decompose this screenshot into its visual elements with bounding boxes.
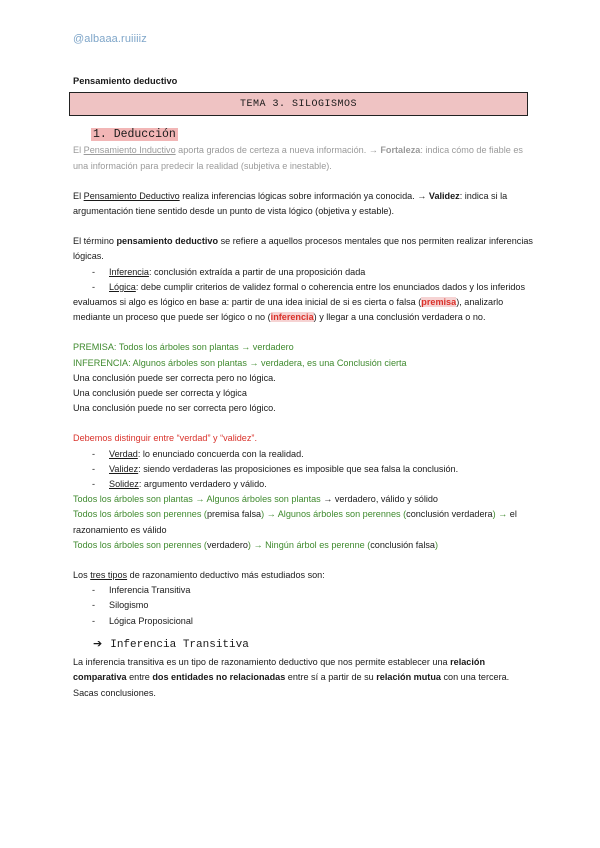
definitions-list xyxy=(73,265,533,295)
conclusion-line: Una conclusión puede ser correcta pero no lógica. xyxy=(73,372,276,383)
example-line-1: Todos los árboles son plantas → Algunos árboles son plantas → verdadero, válido y sólido xyxy=(73,494,438,505)
deductive-paragraph: El Pensamiento Deductivo realiza inferencias lógicas sobre información ya conocida. → Validez: indica si la argumentación tiene sentido desde un punto de vista lógico (objetiva y estable). xyxy=(73,190,508,217)
list-item: - Inferencia Transitiva xyxy=(92,583,533,598)
watermark: @albaaa.ruiiiiz xyxy=(73,33,147,45)
list-item: - Lógica Proposicional xyxy=(92,614,533,629)
document-body xyxy=(73,74,533,701)
conclusion-line: Una conclusión puede ser correcta y lógica xyxy=(73,388,247,399)
heading-inferencia-transitiva: ➔ Inferencia Transitiva xyxy=(93,636,249,651)
list-item: - Lógica: debe cumplir criterios de validez formal o coherencia entre los enunciados dados y los inferidos xyxy=(92,280,533,295)
inductive-paragraph: El Pensamiento Inductivo aporta grados de certeza a nueva información. → Fortaleza: indica cómo de fiable es una información para predecir la realidad (subjetiva e inestable). xyxy=(73,145,523,171)
list-item: - Solidez: argumento verdadero y válido. xyxy=(92,477,533,492)
section-label: Pensamiento deductivo xyxy=(73,76,178,86)
arrow-right-icon: ➔ xyxy=(93,636,103,650)
example-line-2: Todos los árboles son perennes (premisa falsa) → Algunos árboles son perennes (conclusión verdadera) → el razonamiento es válido xyxy=(73,509,517,535)
page-title: TEMA 3. SILOGISMOS xyxy=(239,98,358,110)
premisa-example: PREMISA: Todos los árboles son plantas → verdadero xyxy=(73,342,294,353)
list-item: - Inferencia: conclusión extraída a partir de una proposición dada xyxy=(92,265,533,280)
types-paragraph: Los tres tipos de razonamiento deductivo más estudiados son: xyxy=(73,570,325,581)
list-item: - Validez: siendo verdaderas las proposiciones es imposible que sea falsa la conclusión. xyxy=(92,462,533,477)
heading-deduccion: 1. Deducción xyxy=(93,128,176,142)
list-item: - Silogismo xyxy=(92,598,533,613)
list-item: - Verdad: lo enunciado concuerda con la realidad. xyxy=(92,447,533,462)
conclusion-line: Una conclusión puede no ser correcta pero lógico. xyxy=(73,403,276,414)
term-paragraph: El término pensamiento deductivo se refiere a aquellos procesos mentales que nos permiten realizar inferencias lógicas. xyxy=(73,236,533,262)
types-list xyxy=(73,583,533,629)
page-title-box xyxy=(69,92,528,116)
example-line-3: Todos los árboles son perennes (verdadero) → Ningún árbol es perenne (conclusión falsa) xyxy=(73,539,438,550)
evaluate-paragraph: evaluamos si algo es lógico en base a: partir de una idea inicial de si es cierta o falsa (premisa), analizarlo mediante un proceso que puede ser lógico o no (inferencia) y llegar a una conclusión verdadera o no. xyxy=(73,297,504,323)
distinguish-heading: Debemos distinguir entre “verdad” y “validez”. xyxy=(73,433,257,444)
truth-validity-list xyxy=(73,447,533,493)
transitive-paragraph: La inferencia transitiva es un tipo de razonamiento deductivo que nos permite establecer una relación comparativa entre dos entidades no relacionadas entre sí a partir de su relación mutua con una tercera. Sacas conclusiones. xyxy=(73,657,510,698)
inferencia-example: INFERENCIA: Algunos árboles son plantas → verdadera, es una Conclusión cierta xyxy=(73,357,407,368)
